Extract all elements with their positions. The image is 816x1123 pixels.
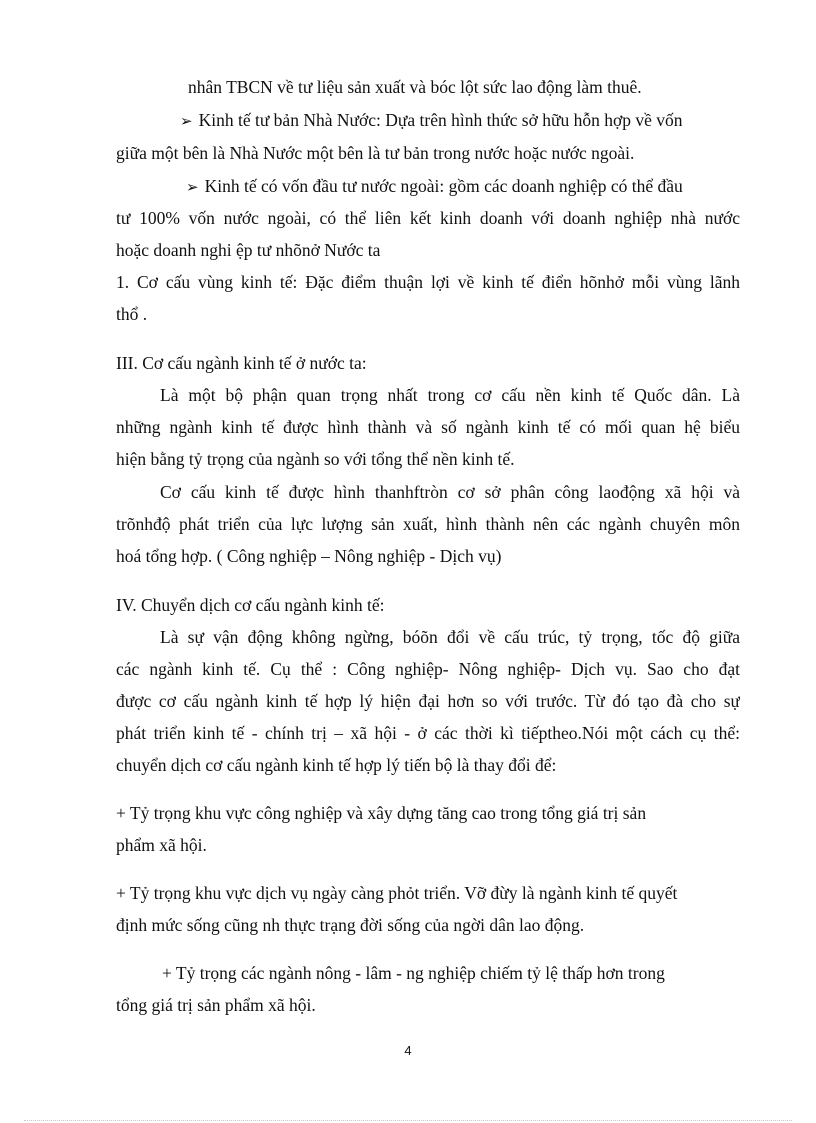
page-bottom-divider xyxy=(24,1120,792,1121)
text-line: Kinh tế tư bản Nhà Nước: Dựa trên hình thức sở hữu hỗn hợp về vốn xyxy=(198,110,683,130)
text-line: hoặc doanh nghi ệp tư nhõnở Nước ta xyxy=(116,240,381,260)
text-line: định mức sống cũng nh thực trạng đời sống của ngời dân lao động. xyxy=(116,915,585,935)
arrow-bullet-icon: ➢ xyxy=(186,178,199,196)
text-line: các ngành kinh tế. Cụ thể : Công nghiệp- Nông nghiệp- Dịch vụ. Sao cho đạt xyxy=(116,659,740,679)
section-heading: III. Cơ cấu ngành kinh tế ở nước ta: xyxy=(116,353,367,373)
text-line: thổ . xyxy=(116,304,148,324)
section-heading: IV. Chuyển dịch cơ cấu ngành kinh tế: xyxy=(116,595,385,615)
text-line: Cơ cấu kinh tế được hình thanhftròn cơ sở phân công laođộng xã hội và xyxy=(160,482,740,502)
text-line: Kinh tế có vốn đầu tư nước ngoài: gồm các doanh nghiệp có thể đầu xyxy=(204,176,683,196)
text-line: những ngành kinh tế được hình thành và số ngành kinh tế có mối quan hệ biểu xyxy=(116,417,740,437)
list-item: + Tỷ trọng các ngành nông - lâm - ng nghiệp chiếm tỷ lệ thấp hơn trong xyxy=(162,963,665,983)
text-line: giữa một bên là Nhà Nước một bên là tư bản trong nước hoặc nước ngoài. xyxy=(116,143,635,163)
text-line: hiện bằng tỷ trọng của ngành so với tổng thể nền kinh tế. xyxy=(116,449,515,469)
text-line: tổng giá trị sản phẩm xã hội. xyxy=(116,995,316,1015)
text-line: 1. Cơ cấu vùng kinh tế: Đặc điểm thuận lợi về kinh tế điển hõnhở mỗi vùng lãnh xyxy=(116,272,740,292)
bullet-item xyxy=(186,175,740,198)
text-line: Là một bộ phận quan trọng nhất trong cơ cấu nền kinh tế Quốc dân. Là xyxy=(160,385,740,405)
text-line: hoá tổng hợp. ( Công nghiệp – Nông nghiệp - Dịch vụ) xyxy=(116,546,502,566)
text-line: phát triển kinh tế - chính trị – xã hội - ở các thời kì tiếptheo.Nói một cách cụ thể: xyxy=(116,723,740,743)
text-line: được cơ cấu ngành kinh tế hợp lý hiện đại hơn so với trước. Từ đó tạo đà cho sự xyxy=(116,691,740,711)
list-item: + Tỷ trọng khu vực dịch vụ ngày càng phỏt triển. Vỡ đừy là ngành kinh tế quyết xyxy=(116,883,678,903)
text-line: tư 100% vốn nước ngoài, có thể liên kết kinh doanh với doanh nghiệp nhà nước xyxy=(116,208,740,228)
text-line: trõnhđộ phát triển của lực lượng sản xuất, hình thành nên các ngành chuyên môn xyxy=(116,514,740,534)
text-line: nhân TBCN về tư liệu sản xuất và bóc lột sức lao động làm thuê. xyxy=(188,77,642,97)
text-line: phẩm xã hội. xyxy=(116,835,207,855)
text-line: chuyển dịch cơ cấu ngành kinh tế hợp lý tiến bộ là thay đổi để: xyxy=(116,755,557,775)
list-item: + Tỷ trọng khu vực công nghiệp và xây dựng tăng cao trong tổng giá trị sản xyxy=(116,803,647,823)
bullet-item xyxy=(180,109,740,132)
page-number: 4 xyxy=(404,1043,412,1058)
arrow-bullet-icon: ➢ xyxy=(180,112,193,130)
text-line: Là sự vận động không ngừng, bóõn đổi về cấu trúc, tỷ trọng, tốc độ giữa xyxy=(160,627,740,647)
